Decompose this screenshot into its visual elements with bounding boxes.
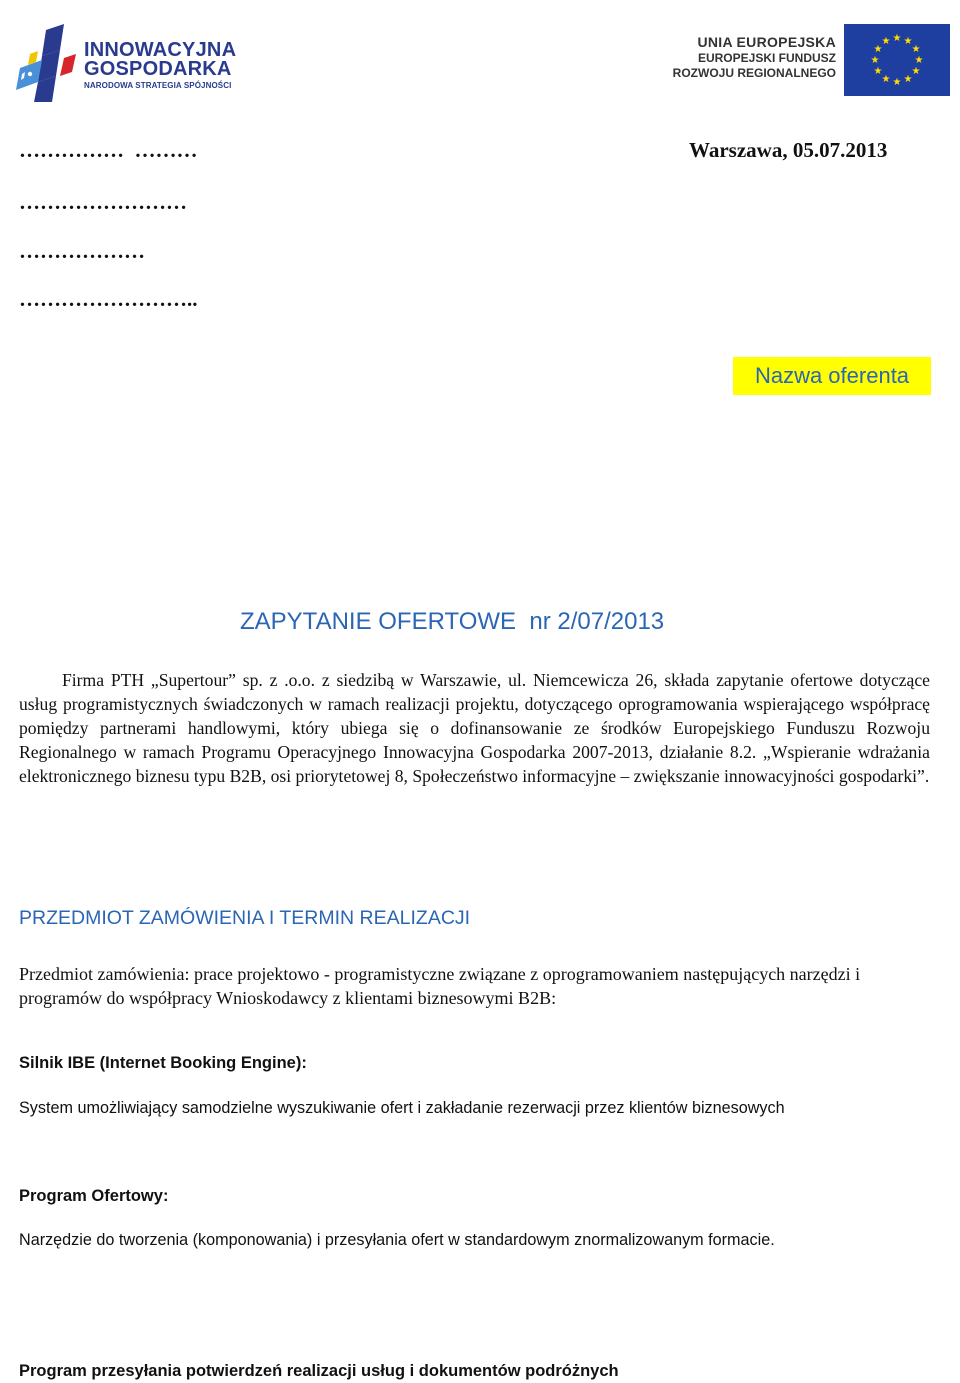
svg-text:★: ★ xyxy=(892,77,902,88)
logo-line-strategia: NARODOWA STRATEGIA SPÓJNOŚCI xyxy=(84,81,232,90)
eu-flag-icon xyxy=(844,24,950,96)
item-heading-confirmations-program: Program przesyłania potwierdzeń realizacji usług i dokumentów podróżnych xyxy=(19,1362,619,1380)
item-description-ibe: System umożliwiający samodzielne wyszukiwanie ofert i zakładanie rezerwacji przez klientów biznesowych xyxy=(19,1099,785,1117)
addressee-line-2: …………………… xyxy=(19,190,187,214)
item-heading-offer-program: Program Ofertowy: xyxy=(19,1187,169,1205)
item-heading-ibe: Silnik IBE (Internet Booking Engine): xyxy=(19,1054,307,1072)
eu-logo-line-fund: EUROPEJSKI FUNDUSZ xyxy=(697,51,836,65)
svg-text:★: ★ xyxy=(911,66,921,77)
svg-text:★: ★ xyxy=(870,55,880,66)
svg-text:★: ★ xyxy=(903,74,913,85)
order-subject-paragraph: Przedmiot zamówienia: prace projektowo - programistyczne związane z oprogramowaniem następujących narzędzi i programów do współpracy Wnioskodawcy z klientami biznesowymi B2B: xyxy=(19,964,861,1008)
svg-text:★: ★ xyxy=(873,44,883,55)
svg-text:★: ★ xyxy=(892,33,902,44)
addressee-line-1: …………… ……… xyxy=(19,138,198,162)
svg-text:★: ★ xyxy=(911,44,921,55)
addressee-line-4: …………………….. xyxy=(19,287,198,311)
addressee-line-3: ……………… xyxy=(19,239,145,263)
letter-date: Warszawa, 05.07.2013 xyxy=(689,138,888,162)
intro-paragraph: Firma PTH „Supertour” sp. z .o.o. z siedzibą w Warszawie, ul. Niemcewicza 26, składa zapytanie ofertowe dotyczące usług programistycznych świadczonych w ramach realizacji projektu, dotyczącego oprogramowania wspierającego współpracę pomiędzy partnerami handlowymi, który ubiega się o dofinansowanie ze środków Europejskiego Funduszu Rozwoju Regionalnego w ramach Programu Operacyjnego Innowacyjna Gospodarka 2007-2013, działanie 8.2. „Wspieranie wdrażania elektronicznego biznesu typu B2B, osi priorytetowej 8, Społeczeństwo informacyjne – zwiększanie innowacyjności gospodarki”. xyxy=(19,670,930,786)
eu-logo-line-union: UNIA EUROPEJSKA xyxy=(697,34,836,50)
logo-line-gospodarka: GOSPODARKA xyxy=(84,58,232,80)
item-description-offer-program: Narzędzie do tworzenia (komponowania) i przesyłania ofert w standardowym znormalizowanym formacie. xyxy=(19,1231,775,1249)
svg-text:★: ★ xyxy=(881,36,891,47)
svg-text:★: ★ xyxy=(881,74,891,85)
document-title: ZAPYTANIE OFERTOWE nr 2/07/2013 xyxy=(240,608,665,635)
svg-text:★: ★ xyxy=(903,36,913,47)
section-heading: PRZEDMIOT ZAMÓWIENIA I TERMIN REALIZACJI xyxy=(19,907,471,929)
innowacyjna-gospodarka-logo xyxy=(16,24,246,102)
offerer-name-placeholder: Nazwa oferenta xyxy=(733,357,931,395)
eu-regional-fund-logo xyxy=(656,24,951,96)
svg-text:★: ★ xyxy=(914,55,924,66)
logo-line-innowacyjna: INNOWACYJNA xyxy=(84,39,237,61)
eu-logo-line-regional: ROZWOJU REGIONALNEGO xyxy=(672,66,836,80)
svg-text:★: ★ xyxy=(873,66,883,77)
innowacyjna-gospodarka-emblem-icon xyxy=(16,24,82,102)
